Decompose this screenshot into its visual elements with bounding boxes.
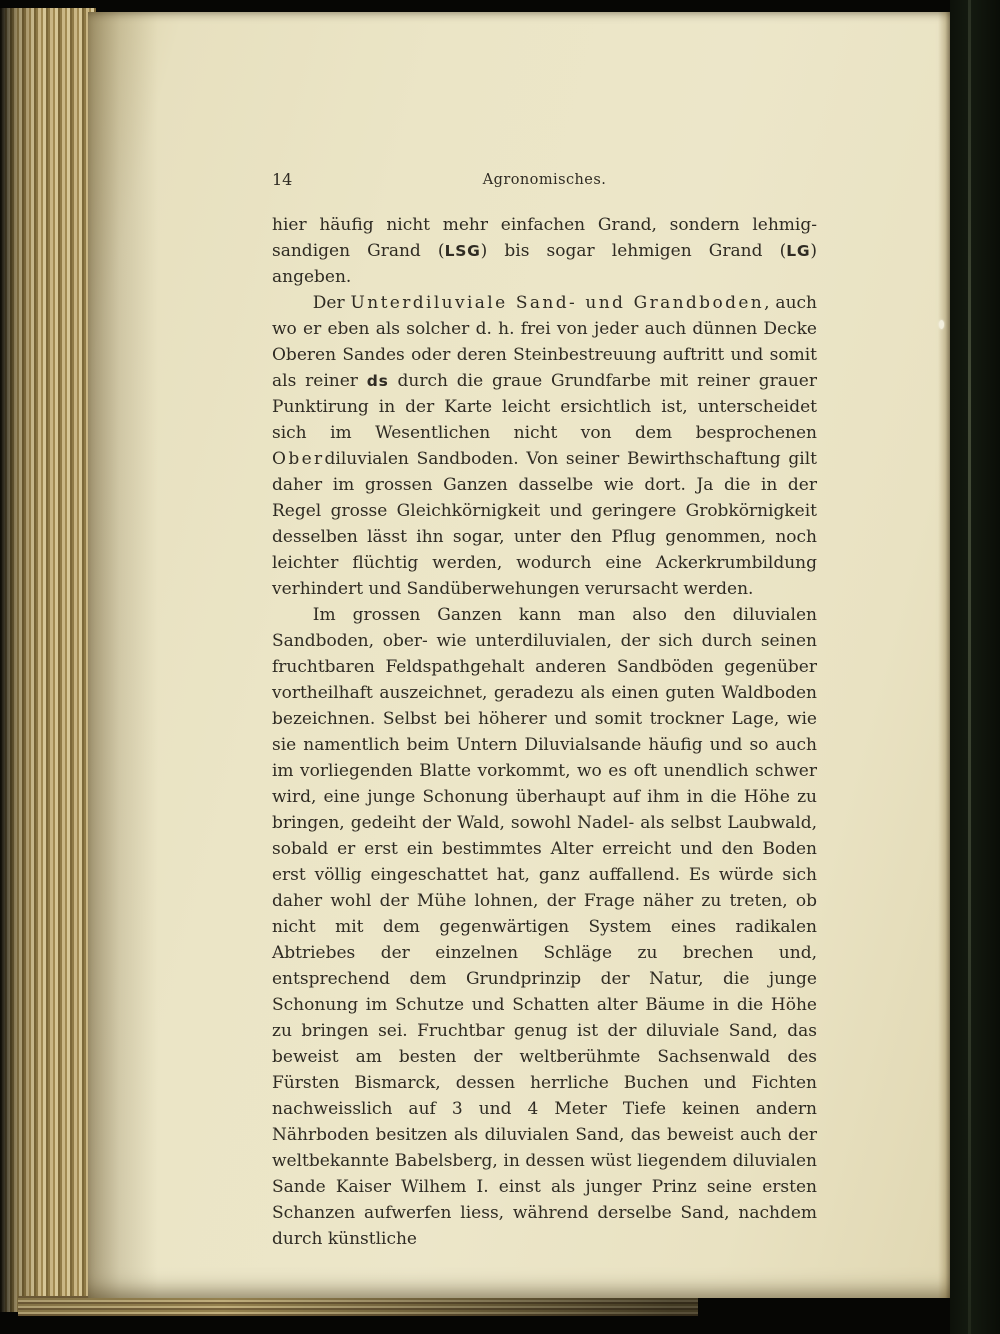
text-run: , auch wo er eben als solcher d. h. frei von jeder auch dünnen Decke Oberen Sandes oder deren Steinbestreuung auftritt und somit als reiner [272,293,817,391]
book-page [88,12,950,1298]
text-run: ) bis sogar lehmigen Grand ( [480,241,787,261]
page-header [272,170,817,196]
text-run-bold: ds [366,372,389,390]
text-run-spaced: Ober [272,449,325,469]
text-run-bold: LG [786,242,811,260]
paragraph [272,212,817,290]
paper-speck [939,320,944,329]
text-run: durch die graue Grundfarbe mit reiner grauer Punktirung in der Karte leicht ersichtlich ist, unterscheidet sich im Wesentlichen nicht von dem besprochenen [272,371,817,443]
text-run: Der [312,293,351,313]
book-binding-page-edges [0,8,96,1312]
paragraph [272,290,817,602]
book-cover-edge [950,0,1000,1334]
text-run-bold: LSG [444,242,481,260]
text-block [272,170,817,1252]
text-run: ) angeben. [272,241,818,287]
text-run-spaced: Unterdiluviale Sand- und Grandboden [350,293,765,313]
text-run: diluvialen Sandboden. Von seiner Bewirthschaftung gilt daher im grossen Ganzen dasselbe wie dort. Ja die in der Regel grosse Gleichkörnigkeit und geringere Grobkörnigkeit desselben lässt ihn sogar, unter den Pflug genommen, noch leichter flüchtig werden, wodurch eine Ackerkrumbildung verhindert und Sandüberwehungen verursacht werden. [272,449,817,599]
text-run: hier häufig nicht mehr einfachen Grand, sondern lehmig-sandigen Grand ( [272,215,817,261]
running-header: Agronomisches. [482,172,607,188]
paragraph [272,602,817,1252]
cover-highlight-line [968,0,971,1334]
bottom-page-edges [18,1296,698,1316]
body-text [272,212,817,1252]
page-number: 14 [272,170,293,189]
text-run: Im grossen Ganzen kann man also den diluvialen Sandboden, ober- wie unterdiluvialen, der sich durch seinen fruchtbaren Feldspathgehalt anderen Sandböden gegenüber vortheilhaft auszeichnet, geradezu als einen guten Waldboden bezeichnen. Selbst bei höherer und somit trockner Lage, wie sie namentlich beim Untern Diluvialsande häufig und so auch im vorliegenden Blatte vorkommt, wo es oft unendlich schwer wird, eine junge Schonung überhaupt auf ihm in die Höhe zu bringen, gedeiht der Wald, sowohl Nadel- als selbst Laubwald, sobald er erst ein bestimmtes Alter erreicht und den Boden erst völlig eingeschattet hat, ganz auffallend. Es würde sich daher wohl der Mühe lohnen, der Frage näher zu treten, ob nicht mit dem gegenwärtigen System eines radikalen Abtriebes der einzelnen Schläge zu brechen und, entsprechend dem Grundprinzip der Natur, die junge Schonung im Schutze und Schatten alter Bäume in die Höhe zu bringen sei. Fruchtbar genug ist der diluviale Sand, das beweist am besten der weltberühmte Sachsenwald des Fürsten Bismarck, dessen herrliche Buchen und Fichten nachweisslich auf 3 und 4 Meter Tiefe keinen andern Nährboden besitzen als diluvialen Sand, das beweist auch der weltbekannte Babelsberg, in dessen wüst liegendem diluvialen Sande Kaiser Wilhem I. einst als junger Prinz seine ersten Schanzen aufwerfen liess, während derselbe Sand, nachdem durch künstliche [272,605,817,1249]
